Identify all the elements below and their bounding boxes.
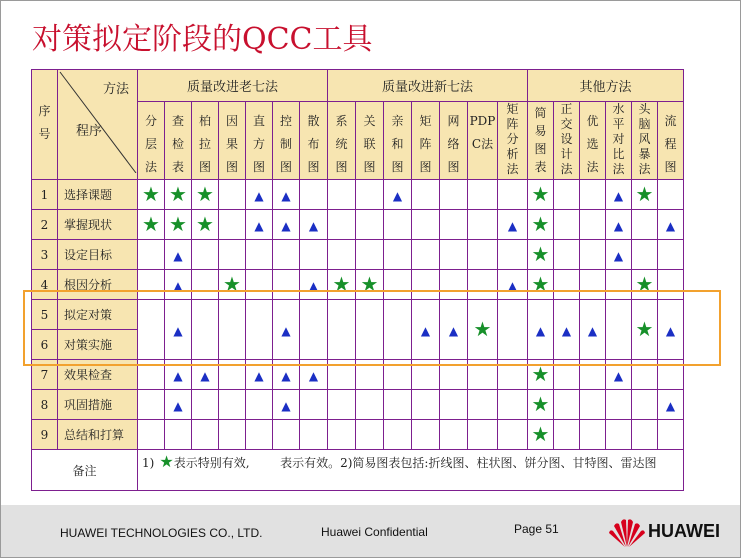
triangle-icon: ▲ [200, 369, 210, 383]
mark-cell [498, 420, 528, 450]
triangle-icon: ▲ [308, 219, 319, 233]
mark-cell [440, 390, 468, 420]
note-prefix: 1) [142, 456, 155, 470]
mark-cell [165, 240, 192, 270]
triangle-icon: ▲ [308, 279, 319, 293]
mark-cell [498, 180, 528, 210]
mark-cell [384, 390, 412, 420]
group-old-seven: 质量改进老七法 [138, 70, 328, 102]
mark-cell [356, 180, 384, 210]
star-icon: ★ [635, 272, 654, 296]
mark-cell [468, 420, 498, 450]
mark-cell [632, 180, 658, 210]
triangle-icon: ▲ [561, 324, 572, 338]
triangle-icon: ▲ [613, 249, 624, 263]
mark-cell [468, 180, 498, 210]
mark-cell [440, 180, 468, 210]
triangle-icon: ▲ [281, 369, 291, 383]
triangle-icon: ▲ [254, 189, 264, 203]
mark-cell [138, 240, 165, 270]
mark-cell [273, 390, 300, 420]
qcc-tools-table [31, 69, 684, 491]
star-icon: ★ [142, 212, 160, 236]
mark-cell [658, 180, 684, 210]
mark-cell [246, 210, 273, 240]
triangle-icon: ▲ [613, 219, 624, 233]
method-header-11: 网 络 图 [440, 102, 468, 180]
mark-cell [412, 210, 440, 240]
row-number: 5 [32, 300, 58, 330]
highlight-frame [23, 290, 721, 366]
page-title: 对策拟定阶段的QCC工具 [32, 22, 373, 57]
method-header-9: 亲 和 图 [384, 102, 412, 180]
mark-cell [246, 420, 273, 450]
mark-cell [412, 420, 440, 450]
mark-cell [498, 240, 528, 270]
mark-cell [632, 210, 658, 240]
row-step-label: 总结和打算 [58, 420, 138, 450]
mark-cell [165, 180, 192, 210]
triangle-icon: ▲ [254, 219, 264, 233]
mark-cell [412, 390, 440, 420]
mark-cell [219, 210, 246, 240]
triangle-icon: ▲ [173, 279, 183, 293]
mark-cell [138, 390, 165, 420]
mark-cell [606, 420, 632, 450]
row-step-label: 掌握现状 [58, 210, 138, 240]
method-header-17: 水 平 对 比 法 [606, 102, 632, 180]
mark-cell [632, 240, 658, 270]
row-number: 9 [32, 420, 58, 450]
triangle-icon: ▲ [281, 219, 291, 233]
triangle-icon: ▲ [173, 324, 183, 338]
mark-cell [192, 210, 219, 240]
table-row [32, 210, 684, 240]
mark-cell [246, 180, 273, 210]
row-number: 1 [32, 180, 58, 210]
star-icon: ★ [635, 182, 654, 206]
star-icon: ★ [473, 317, 492, 341]
mark-cell [468, 240, 498, 270]
mark-cell [632, 420, 658, 450]
method-header-12: PDP C法 [468, 102, 498, 180]
triangle-icon: ▲ [448, 324, 459, 338]
row-number: 6 [32, 330, 58, 360]
mark-cell [273, 210, 300, 240]
mark-cell [412, 180, 440, 210]
group-new-seven: 质量改进新七法 [328, 70, 528, 102]
table-row [32, 180, 684, 210]
method-header-14: 简 易 图 表 [528, 102, 554, 180]
triangle-icon: ▲ [173, 249, 183, 263]
row-step-label: 选择课题 [58, 180, 138, 210]
mark-cell [440, 240, 468, 270]
mark-cell [528, 210, 554, 240]
star-icon: ★ [196, 212, 214, 236]
star-icon: ★ [196, 182, 214, 206]
mark-cell [632, 390, 658, 420]
mark-cell [192, 180, 219, 210]
mark-cell [356, 210, 384, 240]
mark-cell [580, 180, 606, 210]
group-other-methods: 其他方法 [528, 70, 684, 102]
star-icon: ★ [531, 212, 550, 236]
triangle-icon: ▲ [173, 399, 183, 413]
mark-cell [328, 240, 356, 270]
mark-cell [606, 210, 632, 240]
mark-cell [498, 210, 528, 240]
mark-cell [580, 420, 606, 450]
method-header-19: 流 程 图 [658, 102, 684, 180]
mark-cell [328, 210, 356, 240]
triangle-icon: ▲ [613, 189, 624, 203]
mark-cell [554, 180, 580, 210]
star-icon: ★ [142, 182, 160, 206]
mark-cell [273, 240, 300, 270]
mark-cell [356, 390, 384, 420]
footer-page-number: Page 51 [514, 522, 559, 536]
mark-cell [554, 420, 580, 450]
star-icon: ★ [531, 272, 550, 296]
mark-cell [658, 240, 684, 270]
mark-cell [528, 420, 554, 450]
mark-cell [328, 420, 356, 450]
mark-cell [138, 420, 165, 450]
triangle-icon: ▲ [392, 189, 403, 203]
star-icon: ★ [360, 272, 379, 296]
method-header-16: 优 选 法 [580, 102, 606, 180]
mark-cell [300, 180, 328, 210]
footer-confidential: Huawei Confidential [321, 525, 428, 539]
star-icon: ★ [531, 242, 550, 266]
table-row [32, 240, 684, 270]
row-number: 7 [32, 360, 58, 390]
mark-cell [554, 390, 580, 420]
mark-cell [246, 390, 273, 420]
star-icon: ★ [531, 362, 550, 386]
mark-cell [138, 180, 165, 210]
method-header-15: 正 交 设 计 法 [554, 102, 580, 180]
method-header-1: 查 检 表 [165, 102, 192, 180]
star-icon: ★ [169, 212, 187, 236]
method-header-5: 控 制 图 [273, 102, 300, 180]
triangle-icon: ▲ [535, 324, 546, 338]
row-step-label: 巩固措施 [58, 390, 138, 420]
mark-cell [606, 180, 632, 210]
triangle-icon: ▲ [507, 219, 518, 233]
star-icon: ★ [531, 392, 550, 416]
triangle-icon: ▲ [281, 189, 291, 203]
mark-cell [528, 240, 554, 270]
mark-cell [219, 390, 246, 420]
mark-cell [300, 210, 328, 240]
mark-cell [219, 240, 246, 270]
triangle-icon: ▲ [613, 369, 624, 383]
triangle-icon: ▲ [665, 219, 676, 233]
triangle-icon: ▲ [281, 324, 291, 338]
mark-cell [468, 210, 498, 240]
triangle-icon: ▲ [281, 399, 291, 413]
row-step-label: 拟定对策 [58, 300, 138, 330]
triangle-icon: ▲ [587, 324, 598, 338]
star-icon: ★ [531, 422, 550, 446]
mark-cell [440, 210, 468, 240]
method-header-0: 分 层 法 [138, 102, 165, 180]
row-number: 2 [32, 210, 58, 240]
mark-cell [528, 180, 554, 210]
method-header-4: 直 方 图 [246, 102, 273, 180]
triangle-icon: ▲ [507, 279, 518, 293]
triangle-icon: ▲ [308, 369, 319, 383]
mark-cell [384, 420, 412, 450]
method-header-7: 系 统 图 [328, 102, 356, 180]
triangle-icon: ▲ [254, 369, 264, 383]
triangle-icon: ▲ [173, 369, 183, 383]
triangle-icon: ▲ [420, 324, 431, 338]
mark-cell [580, 240, 606, 270]
star-icon: ★ [223, 272, 241, 296]
mark-cell [300, 390, 328, 420]
method-header-6: 散 布 图 [300, 102, 328, 180]
row-step-label: 根因分析 [58, 270, 138, 300]
row-number: 8 [32, 390, 58, 420]
mark-cell [328, 180, 356, 210]
mark-cell [138, 210, 165, 240]
mark-cell [606, 390, 632, 420]
triangle-icon: ▲ [665, 324, 676, 338]
note-text [138, 450, 684, 491]
method-process-header [58, 70, 138, 180]
mark-cell [273, 180, 300, 210]
star-icon: ★ [531, 182, 550, 206]
mark-cell [384, 240, 412, 270]
mark-cell [384, 180, 412, 210]
mark-cell [165, 420, 192, 450]
mark-cell [412, 240, 440, 270]
mark-cell [356, 420, 384, 450]
mark-cell [580, 390, 606, 420]
star-icon: ★ [169, 182, 187, 206]
mark-cell [658, 390, 684, 420]
method-header-8: 关 联 图 [356, 102, 384, 180]
mark-cell [356, 240, 384, 270]
process-label: 程序 [76, 124, 103, 139]
mark-cell [165, 390, 192, 420]
method-header-2: 柏 拉 图 [192, 102, 219, 180]
star-icon: ★ [635, 317, 654, 341]
mark-cell [606, 240, 632, 270]
mark-cell [554, 210, 580, 240]
mark-cell [192, 390, 219, 420]
mark-cell [273, 420, 300, 450]
method-header-3: 因 果 图 [219, 102, 246, 180]
mark-cell [192, 420, 219, 450]
mark-cell [440, 420, 468, 450]
row-step-label: 设定目标 [58, 240, 138, 270]
method-header-18: 头 脑 风 暴 法 [632, 102, 658, 180]
mark-cell [658, 420, 684, 450]
note-rest-text: 表示有效。2)简易图表包括:折线图、柱状图、饼分图、甘特图、雷达图 [280, 456, 657, 470]
mark-cell [580, 210, 606, 240]
row-step-label: 对策实施 [58, 330, 138, 360]
mark-cell [554, 240, 580, 270]
table-row [32, 420, 684, 450]
mark-cell [528, 390, 554, 420]
note-effective-text: 表示特别有效, [173, 456, 250, 470]
mark-cell [219, 180, 246, 210]
row-number: 4 [32, 270, 58, 300]
mark-cell [328, 390, 356, 420]
triangle-icon: ▲ [665, 399, 676, 413]
method-label: 方法 [103, 82, 130, 97]
mark-cell [468, 390, 498, 420]
row-number: 3 [32, 240, 58, 270]
seq-header: 序 号 [32, 70, 58, 180]
huawei-logo-icon [606, 517, 648, 549]
mark-cell [300, 240, 328, 270]
mark-cell [246, 240, 273, 270]
method-header-13: 矩 阵 分 析 法 [498, 102, 528, 180]
method-header-10: 矩 阵 图 [412, 102, 440, 180]
table-row [32, 390, 684, 420]
mark-cell [219, 420, 246, 450]
mark-cell [165, 210, 192, 240]
mark-cell [384, 210, 412, 240]
mark-cell [498, 390, 528, 420]
mark-cell [300, 420, 328, 450]
note-label: 备注 [32, 450, 138, 491]
mark-cell [192, 240, 219, 270]
mark-cell [658, 210, 684, 240]
footer-logo-text: HUAWEI [648, 521, 720, 541]
star-icon: ★ [154, 452, 174, 471]
footer-company: HUAWEI TECHNOLOGIES CO., LTD. [60, 526, 263, 540]
note-row [32, 450, 684, 491]
star-icon: ★ [332, 272, 351, 296]
row-step-label: 效果检查 [58, 360, 138, 390]
